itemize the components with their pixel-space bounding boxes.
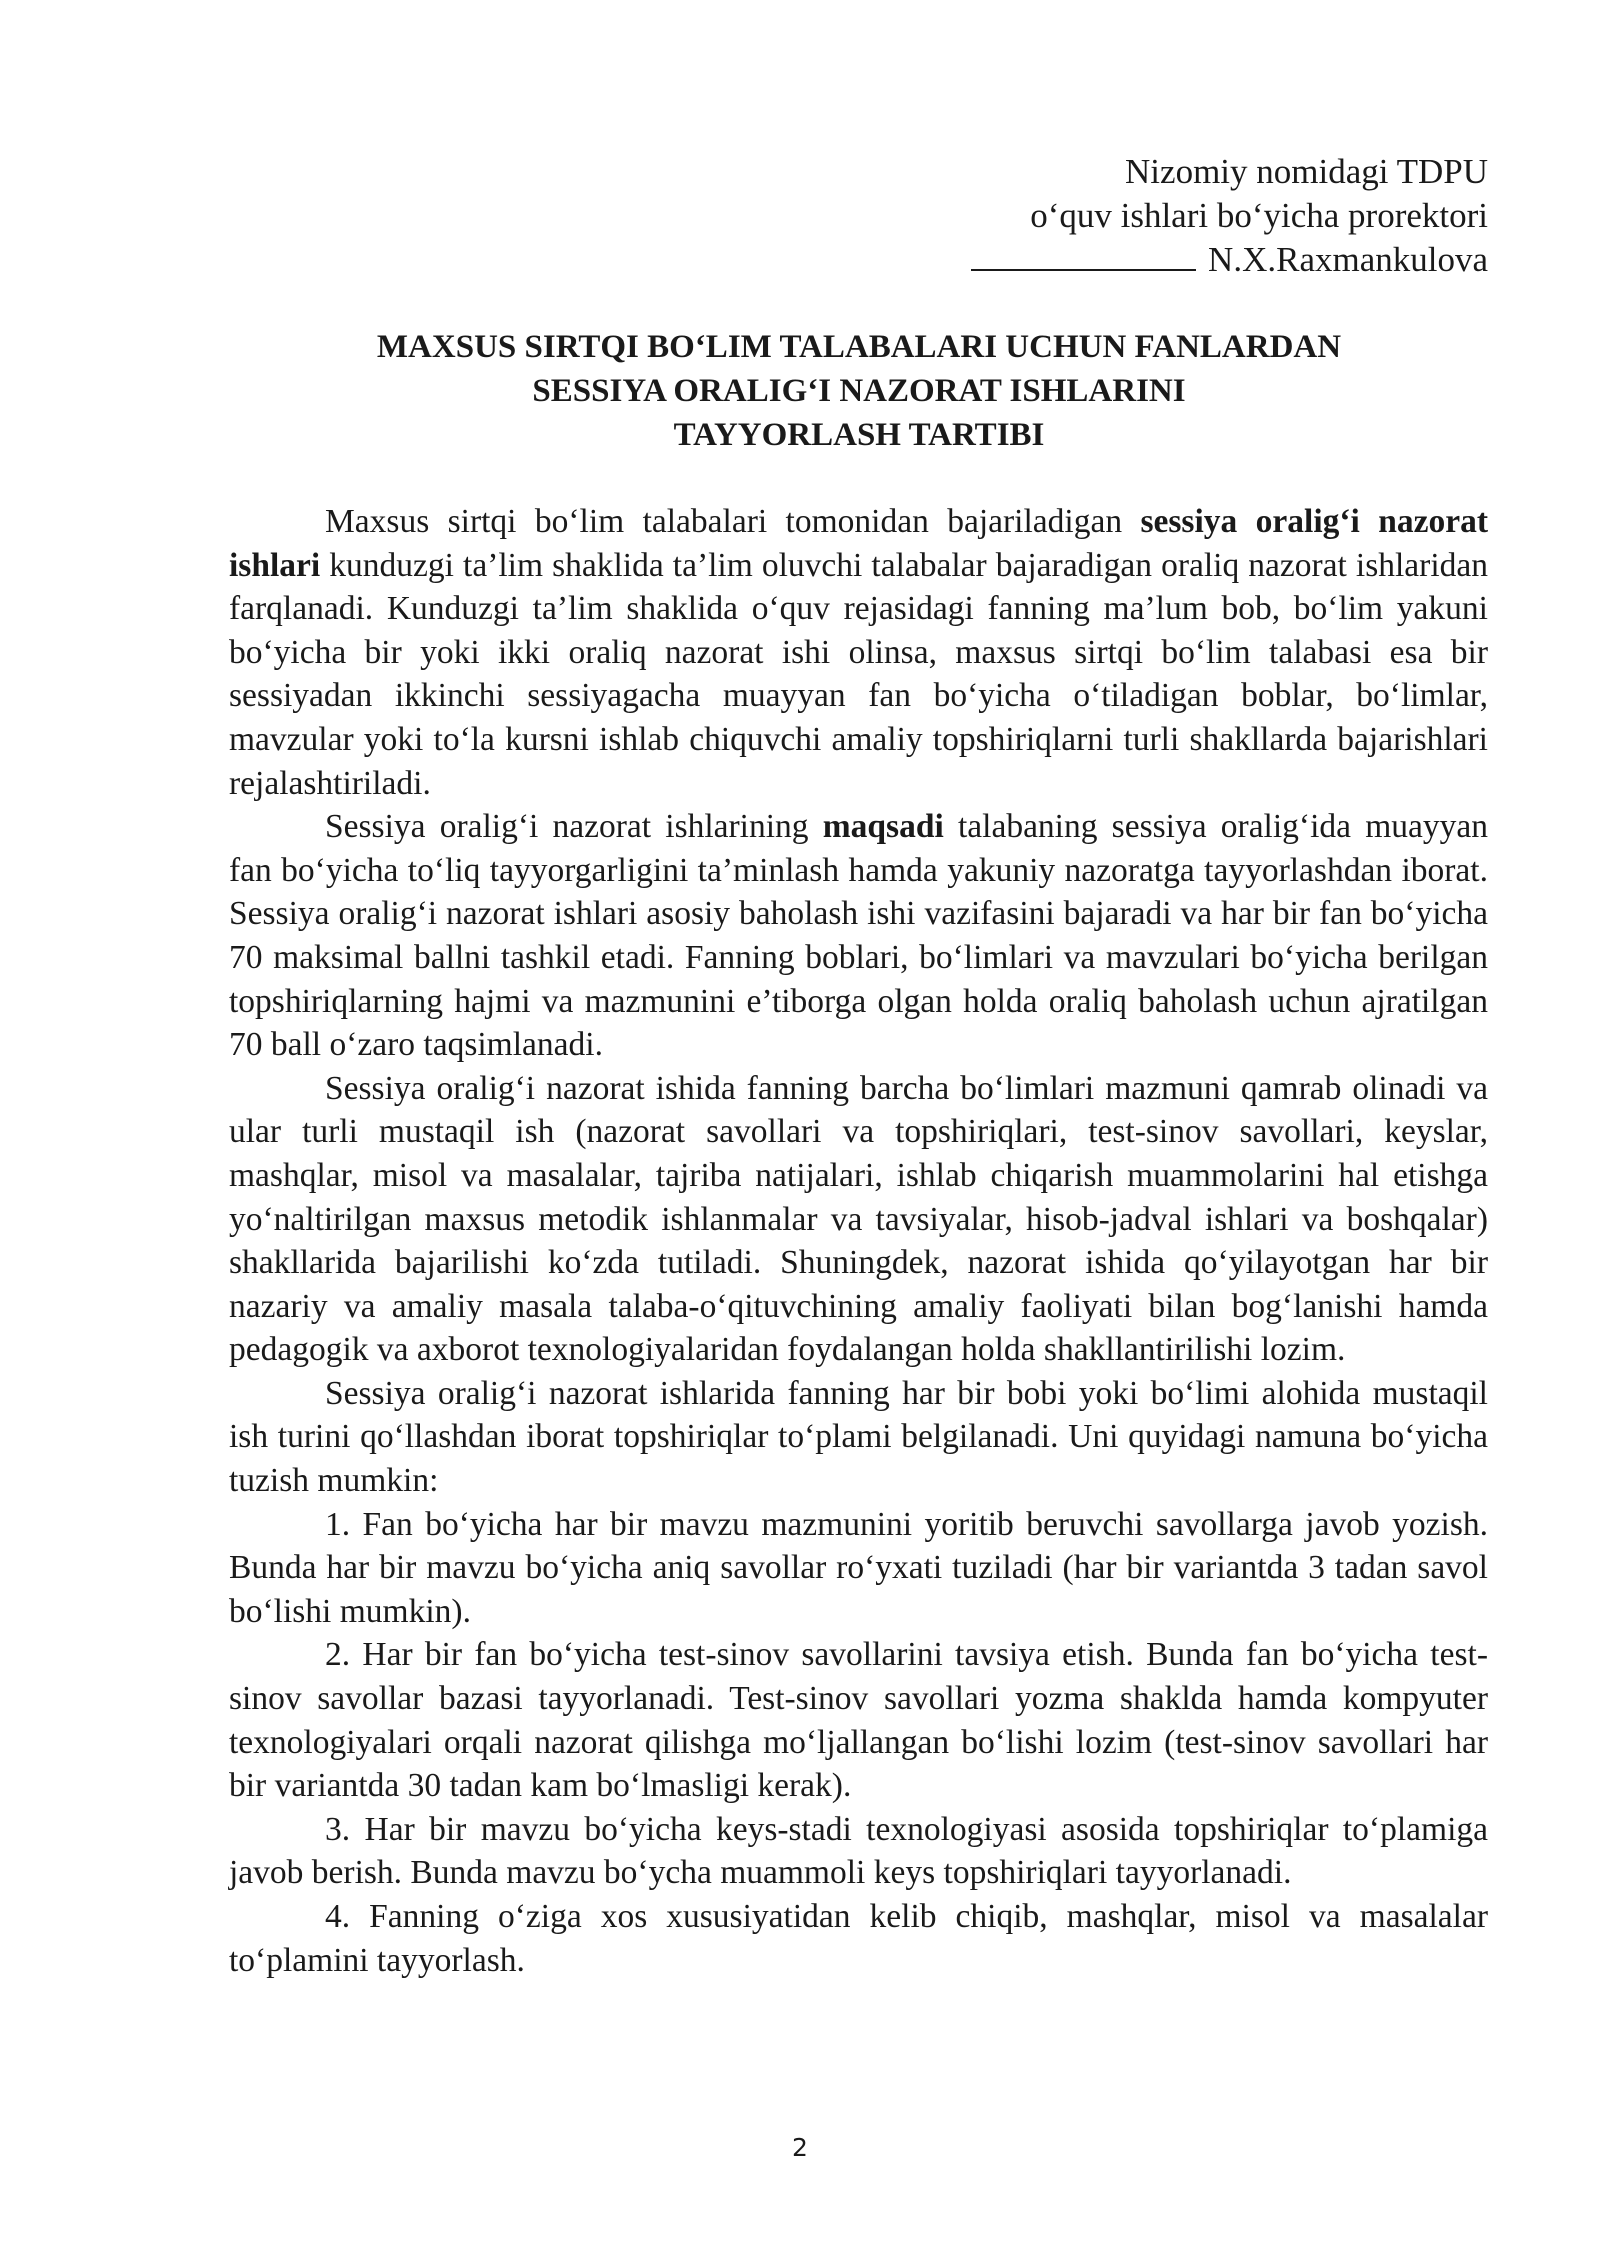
list-item-2: 2. Har bir fan bo‘yicha test-sinov savollarini tavsiya etish. Bunda fan bo‘yicha test-sinov savollar bazasi tayyorlanadi. Test-sinov savollari yozma shaklda hamda kompyuter texnologiyalari orqali nazorat qilishga mo‘ljallangan bo‘lishi lozim (test-sinov savollari har bir variantda 30 tadan kam bo‘lmasligi kerak). <box>229 1636 1488 1805</box>
approval-signature <box>928 238 1488 282</box>
approval-block <box>928 150 1488 282</box>
paragraph-2-bold-term: maqsadi <box>822 808 944 846</box>
paragraph-1-text-a: Maxsus sirtqi bo‘lim talabalari tomonidan bajariladigan <box>325 503 1141 540</box>
document-body <box>229 500 1488 1982</box>
paragraph-3: Sessiya oralig‘i nazorat ishida fanning barcha bo‘limlari mazmuni qamrab olinadi va ular turli mustaqil ish (nazorat savollari va topshiriqlari, test-sinov savollari, keyslar, mashqlar, misol va masalalar, tajriba natijalari, ishlab chiqarish muammolarini hal etishga yo‘naltirilgan maxsus metodik ishlanmalar va tavsiyalar, hisob-jadval ishlari va boshqalar) shakllarida bajarilishi ko‘zda tutiladi. Shuningdek, nazorat ishida qo‘yilayotgan har bir nazariy va amaliy masala talaba-o‘qituvchining amaliy faoliyati bilan bog‘lanishi hamda pedagogik va axborot texnologiyalaridan foydalangan holda shakllantirilishi lozim. <box>229 1069 1488 1369</box>
approval-position: o‘quv ishlari bo‘yicha prorektori <box>1030 196 1488 235</box>
approval-institution: Nizomiy nomidagi TDPU <box>1125 152 1488 191</box>
list-item-4: 4. Fanning o‘ziga xos xususiyatidan kelib chiqib, mashqlar, misol va masalalar to‘plamini tayyorlash. <box>229 1898 1488 1979</box>
paragraph-2 <box>229 805 1488 1067</box>
paragraph-1-text-c: kunduzgi ta’lim shaklida ta’lim oluvchi talabalar bajaradigan oraliq nazorat ishlaridan farqlanadi. Kunduzgi ta’lim shaklida o‘quv rejasidagi fanning ma’lum bob, bo‘lim yakuni bo‘yicha bir yoki ikki oraliq nazorat ishi olinsa, maxsus sirtqi bo‘lim talabasi esa bir sessiyadan ikkinchi sessiyagacha muayyan fan bo‘yicha o‘tiladigan boblar, bo‘limlar, mavzular yoki to‘la kursni ishlab chiquvchi amaliy topshiriqlarni turli shakllarda bajarishlari rejalashtiriladi. <box>229 546 1488 802</box>
paragraph-1 <box>229 500 1488 805</box>
title-line-3: TAYYORLASH TARTIBI <box>673 417 1045 453</box>
list-item-1: 1. Fan bo‘yicha har bir mavzu mazmunini yoritib beruvchi savollarga javob yozish. Bunda har bir mavzu bo‘yicha aniq savollar ro‘yxati tuziladi (har bir variantda 3 tadan savol bo‘lishi mumkin). <box>229 1505 1488 1630</box>
list-item-3: 3. Har bir mavzu bo‘yicha keys-stadi texnologiyasi asosida topshiriqlar to‘plamiga javob berish. Bunda mavzu bo‘ycha muammoli keys topshiriqlari tayyorlanadi. <box>229 1810 1488 1892</box>
signature-line <box>971 239 1196 271</box>
paragraph-4: Sessiya oralig‘i nazorat ishlarida fanning har bir bobi yoki bo‘limi alohida mustaqil ish turini qo‘llashdan iborat topshiriqlar to‘plami belgilanadi. Uni quyidagi namuna bo‘yicha tuzish mumkin: <box>229 1374 1488 1500</box>
page-number: 2 <box>792 2133 808 2162</box>
title-line-2: SESSIYA ORALIG‘I NAZORAT ISHLARINI <box>532 373 1186 409</box>
title-line-1: MAXSUS SIRTQI BO‘LIM TALABALARI UCHUN FANLARDAN <box>376 329 1342 365</box>
signatory-name: N.X.Raxmankulova <box>1208 240 1488 279</box>
document-title <box>230 325 1488 457</box>
paragraph-2-text-a: Sessiya oralig‘i nazorat ishlarining <box>325 808 823 846</box>
paragraph-1-bold-term: sessiya oralig‘i nazorat ishlari <box>229 503 1489 584</box>
paragraph-2-text-c: talabaning sessiya oralig‘ida muayyan fan bo‘yicha to‘liq tayyorgarligini ta’minlash hamda yakuniy nazoratga tayyorlashdan iborat. Sessiya oralig‘i nazorat ishlari asosiy baholash ishi vazifasini bajaradi va har bir fan bo‘yicha 70 maksimal ballni tashkil etadi. Fanning boblari, bo‘limlari va mavzulari bo‘yicha berilgan topshiriqlarning hajmi va mazmunini e’tiborga olgan holda oraliq baholash uchun ajratilgan 70 ball o‘zaro taqsimlanadi. <box>229 808 1488 1064</box>
